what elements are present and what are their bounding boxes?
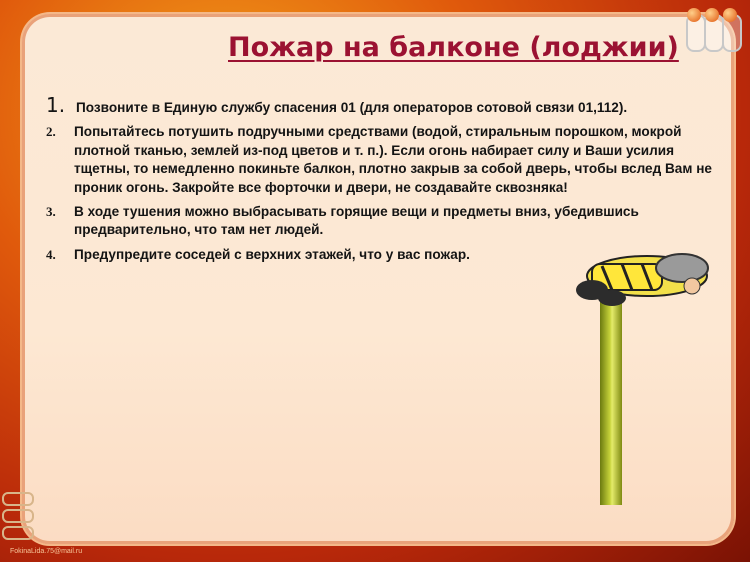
item-number: 2.: [46, 124, 56, 140]
item-number: 4.: [46, 246, 56, 262]
list-item: [46, 123, 716, 197]
list-item: [46, 203, 716, 240]
slide-title: Пожар на балконе (лоджии): [228, 32, 679, 63]
author-email: FokinaLida.75@mail.ru: [10, 548, 83, 555]
item-number: 1.: [46, 93, 66, 117]
item-number: 3.: [46, 204, 56, 220]
list-item: [46, 93, 716, 117]
item-text: Предупредите соседей с верхних этажей, что у вас пожар.: [74, 246, 470, 262]
instructions-list: [46, 93, 716, 270]
item-text: В ходе тушения можно выбрасывать горящие вещи и предметы вниз, убедившись предварительно, что там нет людей.: [74, 204, 639, 238]
item-text: Попытайтесь потушить подручными средствами (водой, стиральным порошком, мокрой плотной тканью, землей из-под цветов и т. п.). Если огонь набирает силу и Ваши усилия тщетны, то немедленно покиньте балкон, плотно закрыв за собой дверь, чтобы вслед Вам не проник огонь. Закройте все форточки и двери, не создавайте сквозняка!: [74, 124, 712, 195]
item-text: Позвоните в Единую службу спасения 01 (для операторов сотовой связи 01,112).: [76, 100, 628, 115]
